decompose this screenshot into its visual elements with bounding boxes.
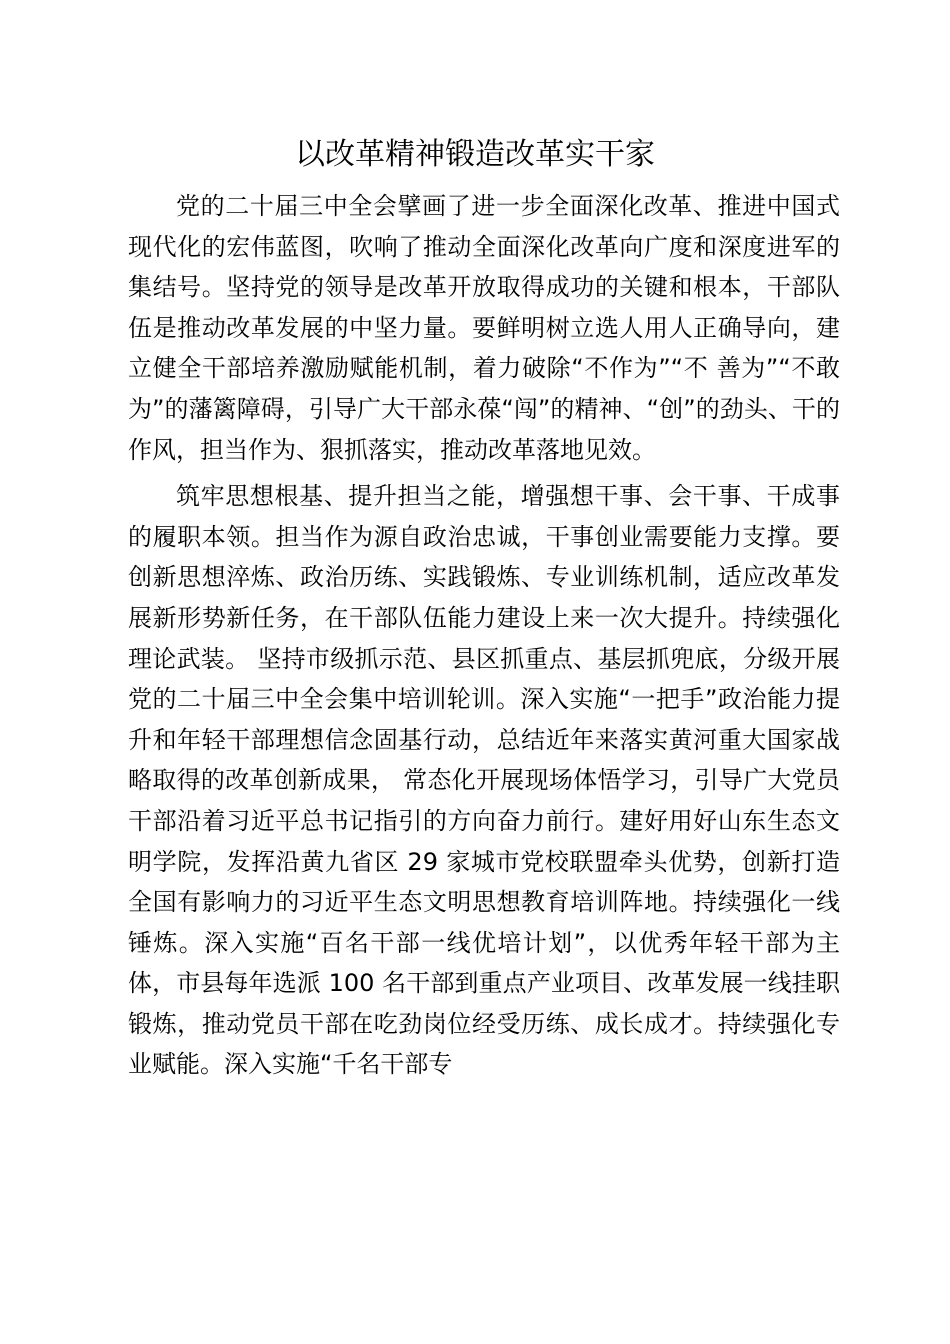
document-body [128, 186, 840, 1085]
paragraph-2: 筑牢思想根基、提升担当之能，增强想干事、会干事、干成事的履职本领。担当作为源自政治忠诚，干事创业需要能力支撑。要创新思想淬炼、政治历练、实践锻炼、专业训练机制，适应改革发展新形势新任务，在干部队伍能力建设上来一次大提升。持续强化理论武装。 坚持市级抓示范、县区抓重点、基层抓兜底，分级开展党的二十届三中全会集中培训轮训。深入实施“一把手”政治能力提升和年轻干部理想信念固基行动，总结近年来落实黄河重大国家战略取得的改革创新成果， 常态化开展现场体悟学习，引导广大党员干部沿着习近平总书记指引的方向奋力前行。建好用好山东生态文明学院，发挥沿黄九省区 29 家城市党校联盟牵头优势，创新打造全国有影响力的习近平生态文明思想教育培训阵地。持续强化一线锤炼。深入实施“百名干部一线优培计划”，以优秀年轻干部为主体，市县每年选派 100 名干部到重点产业项目、改革发展一线挂职锻炼，推动党员干部在吃劲岗位经受历练、成长成才。持续强化专业赋能。深入实施“千名干部专 [128, 482, 840, 1079]
document-title: 以改革精神锻造改革实干家 [295, 137, 655, 172]
paragraph-1: 党的二十届三中全会擘画了进一步全面深化改革、推进中国式现代化的宏伟蓝图，吹响了推动全面深化改革向广度和深度进军的集结号。坚持党的领导是改革开放取得成功的关键和根本，干部队伍是推动改革发展的中坚力量。要鲜明树立选人用人正确导向，建立健全干部培养激励赋能机制，着力破除“不作为”“不 善为”“不敢为”的藩篱障碍，引导广大干部永葆“闯”的精神、“创”的劲头、干的作风，担当作为、狠抓落实，推动改革落地见效。 [128, 192, 840, 464]
